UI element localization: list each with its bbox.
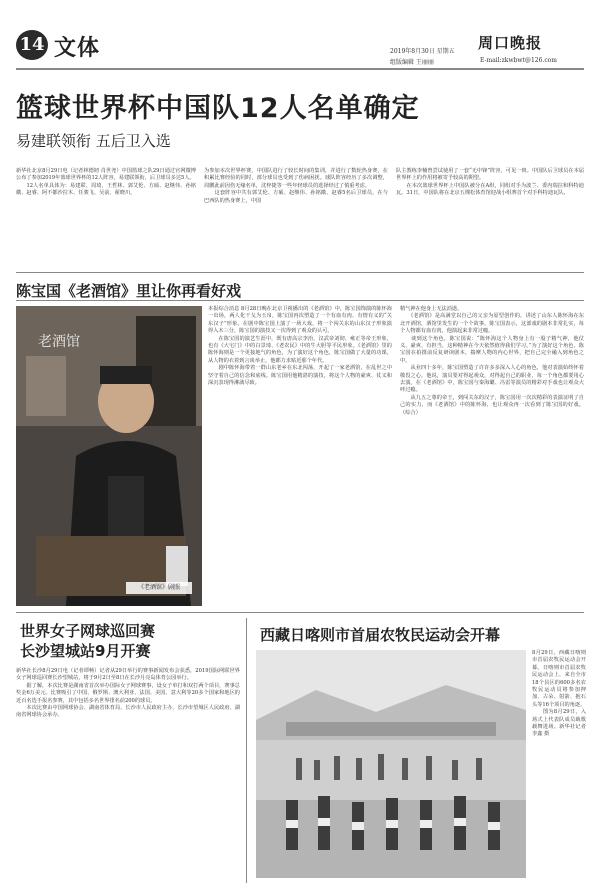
basketball-col-3: 队主教练李楠曾尝试使用了一套“无中锋”阵容，可见一斑。中国队后卫球员在本届世界杯上的作用将被寄予较高的期望。 在本次篮球世界杯上中国队被分在A组，同组对手为波兰、委内瑞拉和科特迪瓦。31日，中国队将在北京五棵松体育馆迎战小组赛首个对手科特迪瓦队。 <box>396 168 584 197</box>
basketball-col-1: 新华社北京8月29日电（记者林德韧 肖世尧）中国篮球之队29日通过官网微博公布了参加2019年篮球世界杯的12人阵容，易建联领衔，后卫球员多达5人。 12人名单具体为：易建联、周琦、王哲林、郭艾伦、方硕、赵继伟、孙铭徽、赵睿、阿不都沙拉木、任骏飞、吴前、翟晓川。 <box>16 168 196 197</box>
section-title: 文体 <box>54 35 101 61</box>
divider-1 <box>16 272 584 273</box>
drama-col-1: 本报综合消息 8月28日晚在北京卫视播出的《老酒馆》中，陈宝国饰演的陈怀海一出场，两人化干戈为玉帛，陈宝国再次塑造了一个有血有肉、有情有义的“关东汉子”形象。在剧中陈宝国上演了一场大戏，将一个闯关东的山东汉子形象演得入木三分，陈宝国的演技又一次得到了观众的认可。 在陈宝国的演艺生涯中，既有唐高宗李治、汉武帝刘彻、雍正等帝王形象，也有《大宅门》中的白景琦、《老农民》中的牛大胆等平民形象。《老酒馆》里的陈怀海则是一个更接地气的角色，为了演好这个角色，陈宝国做了大量的功课，从人物的衣着到言谈举止，他都力求贴近那个年代。 剧中陈怀海带着一群山东老乡在东北闯荡，开起了一家老酒馆，在乱世之中坚守着自己的信念和底线。陈宝国用他精湛的演技，将这个人物的豪爽、仗义和深沉表现得淋漓尽致。 <box>208 306 392 387</box>
email-line: E-mail:zkwbwt@126.com <box>480 57 557 64</box>
photo-logo-text: 老酒馆 <box>38 334 80 350</box>
vertical-divider <box>246 618 247 883</box>
newspaper-logo: 周口晚报 <box>477 34 542 52</box>
drama-col-2: 精气神在他身上无法消逝。 《老酒馆》是高满堂以自己的父亲为原型创作的，讲述了山东人陈怀海在东北开酒馆，酒馆里发生的一个个故事。陈宝国表示，这部戏的剧本非常扎实，每个人物都有血有肉，他演起来非常过瘾。 谈到这个角色，陈宝国说：“陈怀海这个人物身上有一股子精气神，他仗义、豪爽、有担当，这种精神在今天依然值得我们学习。”为了演好这个角色，陈宝国在拍摄前反复研读剧本，揣摩人物的内心世界，把自己完全融入到角色之中。 从业四十多年，陈宝国塑造了许许多多深入人心的角色，他对表演始终怀着敬畏之心。他说，演员要对得起观众，对得起自己的职业，每一个角色都要用心去演。在《老酒馆》中，陈宝国与秦海璐、冯雷等演员的精彩对手戏也让观众大呼过瘾。 从九五之尊的帝王，到闯关东的汉子，陈宝国用一次次精彩的表演证明了自己的实力，而《老酒馆》中的陈怀海，也让观众再一次看到了陈宝国的好戏。（综合） <box>400 306 584 416</box>
tibet-caption: 8月29日，西藏日喀则市首届农牧民运动会开幕。日喀则市首届农牧民运动会上，来自全市18个县区的600多名农牧民运动员将参加押加、古朵、射箭、抱石头等16个项目的角逐。 图为8月29日，入场式上代表队成员载歌载舞进场。新华社记者 李鑫 摄 <box>532 650 586 738</box>
editor-line: 组版编辑 王丽丽 <box>390 59 434 66</box>
games-photo <box>256 650 526 878</box>
subhead-basketball: 易建联领衔 五后卫入选 <box>16 132 171 150</box>
drama-photo-caption: 《老酒馆》剧照 <box>126 582 192 594</box>
divider-3 <box>16 612 584 613</box>
page-number-badge: 14 <box>16 30 48 60</box>
date-line: 2019年8月30日 星期五 <box>390 48 455 55</box>
drama-photo <box>16 306 202 606</box>
headline-tennis-line2: 长沙望城站9月开赛 <box>20 642 151 660</box>
basketball-col-2: 为参加本次世界杯赛，中国队进行了较长时间的集训，并进行了数轮热身赛，在积累比赛经验的同时，部分球员也受到了伤病困扰。球队阵容经历了多次调整，周鹏此前因伤无缘名单，沈梓捷等一些年轻球员的选择经过了慎重考虑。 这套阵容中共有郭艾伦、方硕、赵继伟、孙铭徽、赵睿5名后卫球员，在与巴西队的热身赛上，中国 <box>204 168 388 204</box>
headline-tennis-line1: 世界女子网球巡回赛 <box>20 622 156 640</box>
headline-basketball: 篮球世界杯中国队12人名单确定 <box>16 93 420 124</box>
tennis-body: 新华社长沙8月29日电（记者谭畅）记者从29日举行的赛事新闻发布会获悉，2019国际网联世界女子网球巡回赛长沙望城站，将于9月2日至8日在长沙月亮岛体育公园举行。 据了解，本次比赛是湖南省首次举办国际女子网球赛事，设女子单打和双打两个项目，赛事总奖金6万美元。比赛吸引了中国、俄罗斯、澳大利亚、法国、美国、意大利等20多个国家和地区的近百名选手报名参赛，其中包括多名世界排名前200的球员。 本次比赛由中国网球协会、湖南省体育局、长沙市人民政府主办，长沙市望城区人民政府、湖南省网球协会承办。 <box>16 668 240 719</box>
actor-illustration <box>16 306 202 606</box>
divider-2 <box>16 300 584 301</box>
headline-tv-drama: 陈宝国《老酒馆》里让你再看好戏 <box>16 282 242 300</box>
games-illustration <box>256 650 526 878</box>
headline-tibet-games: 西藏日喀则市首届农牧民运动会开幕 <box>260 626 501 644</box>
masthead-rule <box>16 68 584 70</box>
